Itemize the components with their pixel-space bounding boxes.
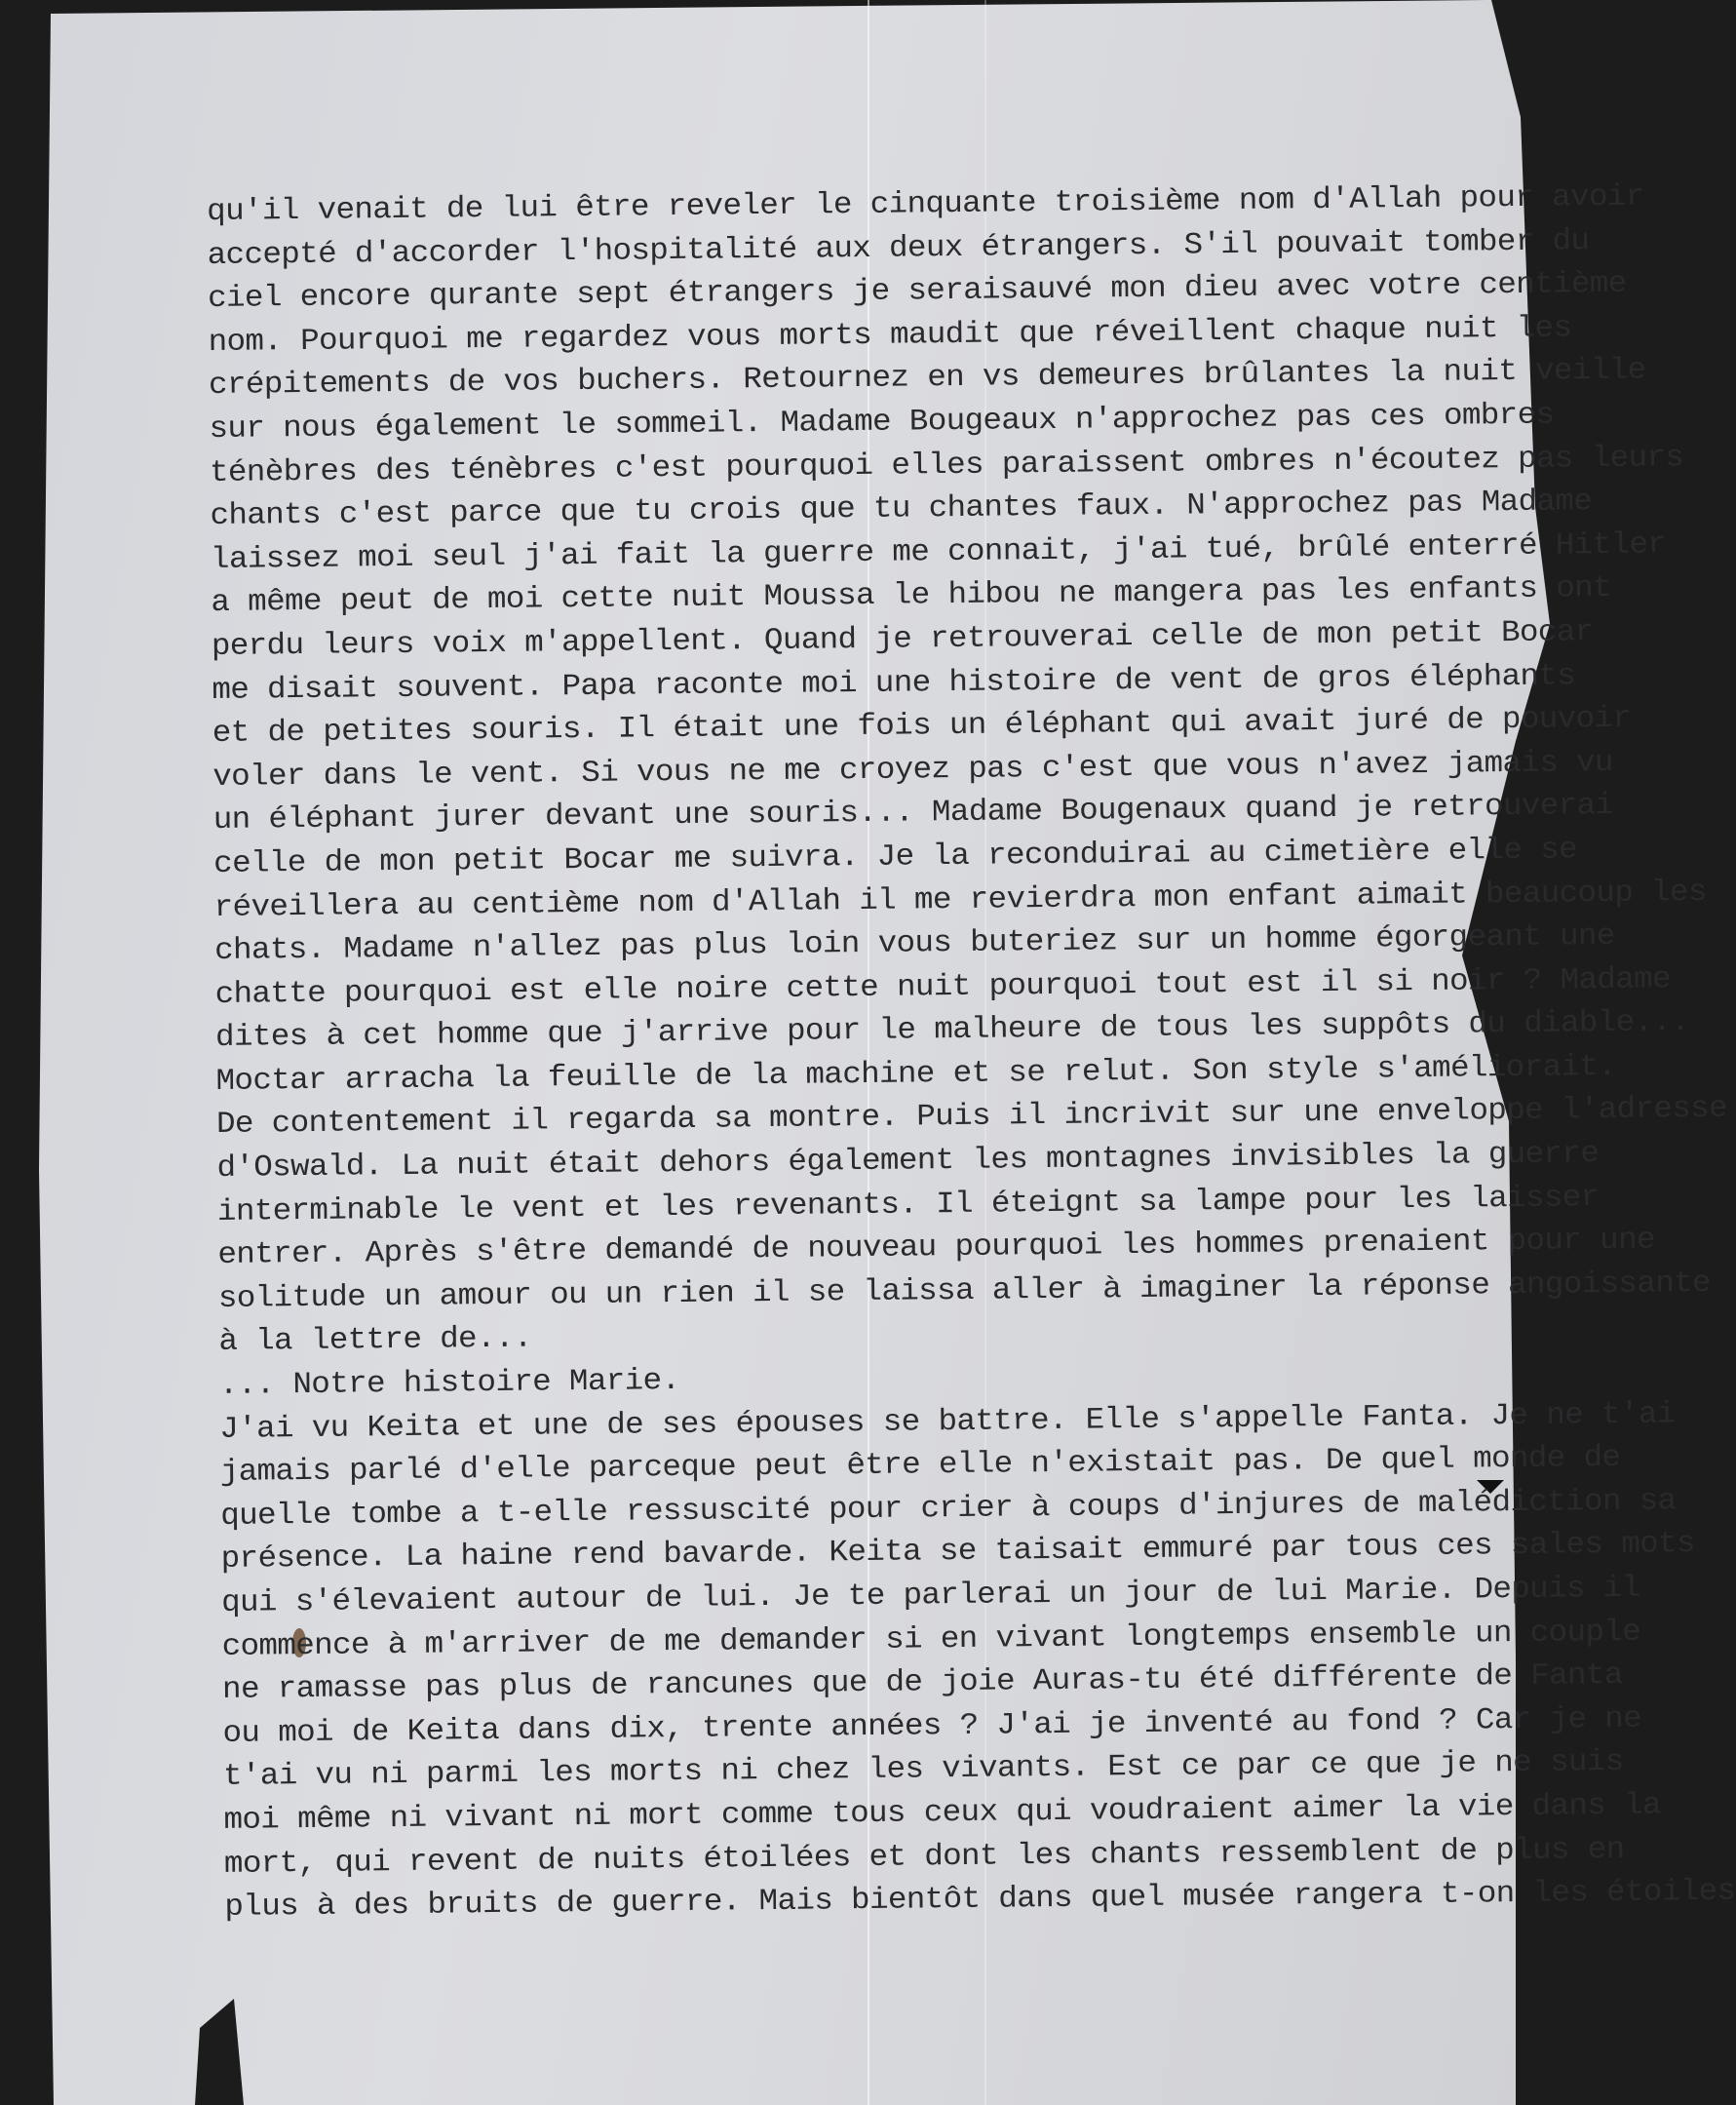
- text-line: ne ramasse pas plus de rancunes que de joie Auras-tu été différente de Fanta: [221, 1658, 1623, 1708]
- text-line: plus à des bruits de guerre. Mais bientôt dans quel musée rangera t-on les étoiles: [224, 1874, 1736, 1926]
- text-line: accepté d'accorder l'hospitalité aux deux étrangers. S'il pouvait tomber du: [207, 223, 1590, 273]
- text-line: chatte pourquoi est elle noire cette nuit pourquoi tout est il si noir ? Madame: [214, 962, 1672, 1012]
- text-line: J'ai vu Keita et une de ses épouses se battre. Elle s'appelle Fanta. Je ne t'ai: [219, 1396, 1676, 1447]
- text-line: un éléphant jurer devant une souris... Madame Bougenaux quand je retrouverai: [212, 789, 1614, 838]
- text-line: dites à cet homme que j'arrive pour le malheure de tous les suppôts du diable...: [214, 1005, 1690, 1056]
- text-line: celle de mon petit Bocar me suivra. Je la reconduirai au cimetière elle se: [213, 833, 1578, 881]
- text-line: perdu leurs voix m'appellent. Quand je retrouverai celle de mon petit Bocar: [211, 615, 1594, 664]
- typed-text-body: [207, 177, 1736, 1930]
- text-line: ... Notre histoire Marie.: [218, 1364, 680, 1403]
- text-line: ou moi de Keita dans dix, trente années ? J'ai je inventé au fond ? Car je ne: [222, 1701, 1642, 1751]
- text-line: t'ai vu ni parmi les morts ni chez les vivants. Est ce par ce que je ne suis: [222, 1745, 1624, 1795]
- text-line: Moctar arracha la feuille de la machine et se relut. Son style s'améliorait.: [215, 1049, 1617, 1099]
- text-line: à la lettre de...: [218, 1322, 532, 1360]
- text-line: chants c'est parce que tu crois que tu chantes faux. N'approchez pas Madame: [210, 485, 1593, 534]
- text-line: chats. Madame n'allez pas plus loin vous buteriez sur un homme égorgeant une: [213, 919, 1615, 969]
- text-line: qu'il venait de lui être reveler le cinquante troisième nom d'Allah pour avoir: [207, 179, 1644, 229]
- text-line: jamais parlé d'elle parceque peut être elle n'existait pas. De quel monde de: [219, 1441, 1621, 1491]
- text-line: laissez moi seul j'ai fait la guerre me connait, j'ai tué, brûlé enterré Hitler: [210, 527, 1667, 577]
- text-line: d'Oswald. La nuit était dehors également les montagnes invisibles la guerre: [216, 1137, 1600, 1187]
- text-line: moi même ni vivant ni mort comme tous ceux qui voudraient aimer la vie dans la: [223, 1788, 1662, 1838]
- text-line: réveillera au centième nom d'Allah il me revierdra mon enfant aimait beaucoup les: [213, 875, 1707, 925]
- text-line: solitude un amour ou un rien il se laissa aller à imaginer la réponse angoissante: [217, 1266, 1712, 1316]
- text-line: crépitements de vos buchers. Retournez en vs demeures brûlantes la nuit veille: [208, 353, 1646, 404]
- text-line: qui s'élevaient autour de lui. Je te parlerai un jour de lui Marie. Depuis il: [220, 1571, 1640, 1620]
- text-line: nom. Pourquoi me regardez vous morts maudit que réveillent chaque nuit les: [208, 311, 1572, 360]
- text-line: ténèbres des ténèbres c'est pourquoi elles paraissent ombres n'écoutez pas leurs: [209, 440, 1684, 490]
- text-line: voler dans le vent. Si vous ne me croyez pas c'est que vous n'avez jamais vu: [212, 745, 1614, 795]
- text-line: présence. La haine rend bavarde. Keita se taisait emmuré par tous ces sales mots: [220, 1527, 1696, 1578]
- text-line: sur nous également le sommeil. Madame Bougeaux n'approchez pas ces ombres: [209, 398, 1555, 447]
- text-line: ciel encore qurante sept étrangers je seraisauvé mon dieu avec votre centième: [207, 266, 1627, 317]
- text-line: quelle tombe a t-elle ressuscité pour crier à coups d'injures de malédiction sa: [220, 1484, 1677, 1534]
- text-line: commence à m'arriver de me demander si en vivant longtemps ensemble un couple: [221, 1615, 1641, 1664]
- text-line: et de petites souris. Il était une fois un éléphant qui avait juré de pouvoir: [212, 701, 1632, 752]
- text-line: interminable le vent et les revenants. Il éteignt sa lampe pour les laisser: [216, 1180, 1600, 1229]
- text-line: a même peut de moi cette nuit Moussa le hibou ne mangera pas les enfants ont: [211, 571, 1612, 621]
- text-line: entrer. Après s'être demandé de nouveau pourquoi les hommes prenaient pour une: [217, 1223, 1655, 1273]
- text-line: De contentement il regarda sa montre. Puis il incrivit sur une enveloppe l'adresse: [215, 1092, 1728, 1143]
- text-line: me disait souvent. Papa raconte moi une histoire de vent de gros éléphants: [212, 658, 1576, 708]
- text-line: mort, qui revent de nuits étoilées et dont les chants ressemblent de plus en: [223, 1832, 1625, 1882]
